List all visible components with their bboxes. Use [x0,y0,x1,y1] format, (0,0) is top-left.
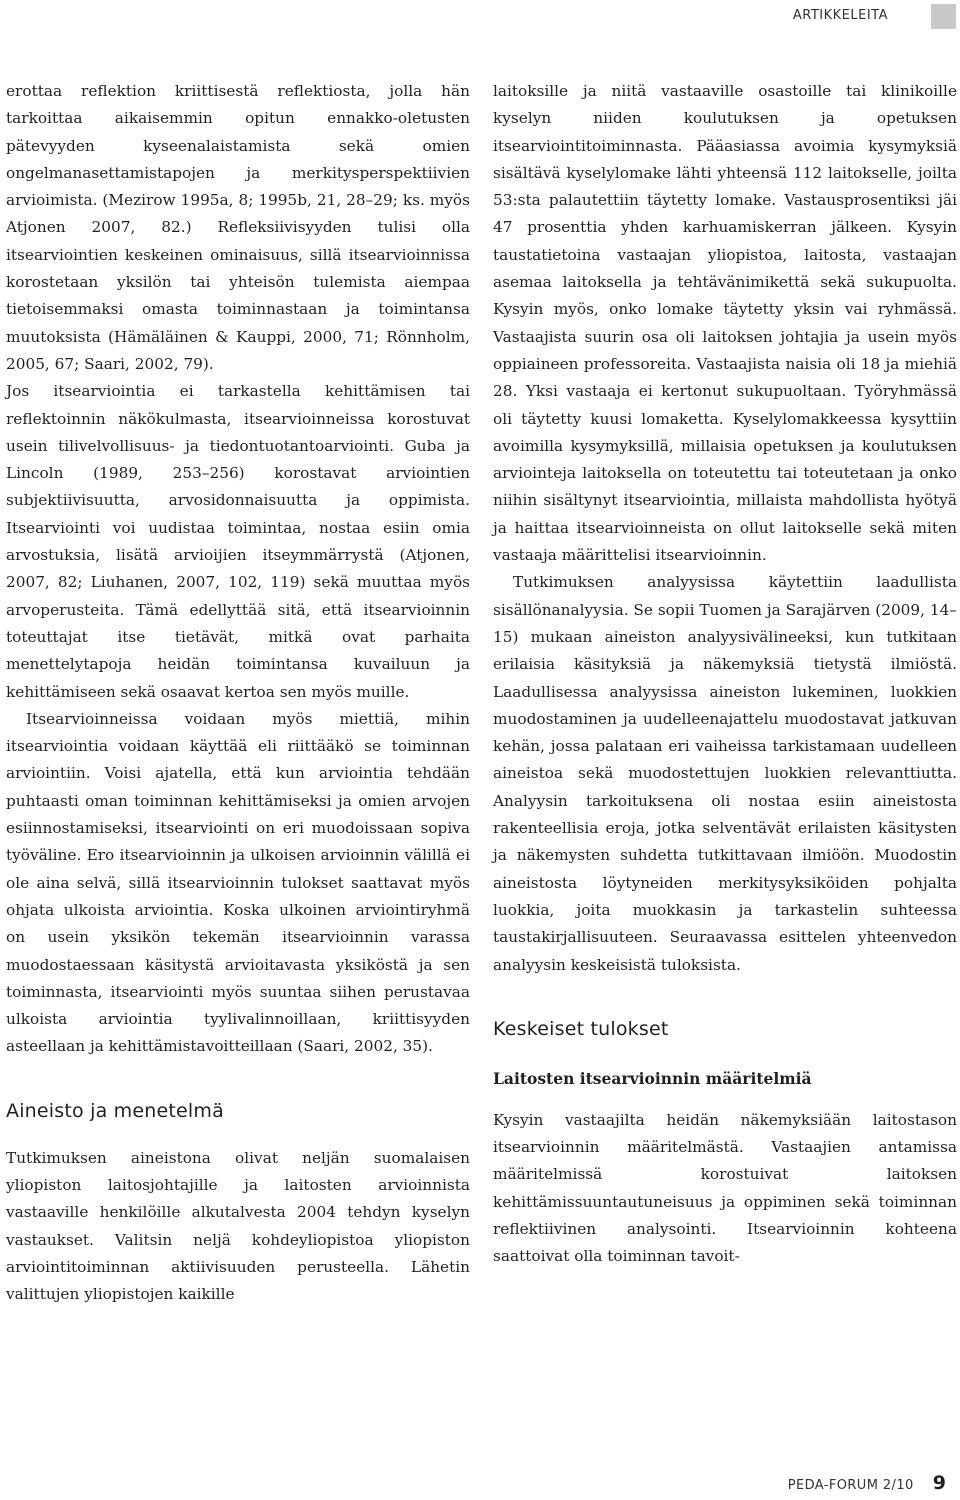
section-marker [931,4,956,29]
section-heading: Aineisto ja menetelmä [6,1099,224,1122]
section-label: ARTIKKELEITA [792,8,888,23]
paragraph: Jos itsearviointia ei tarkastella kehittämisen tai reflektoinnin näkökulmasta, itsearvioinneissa korostuvat usein tilivelvollisuus- ja tiedontuotantoarviointi. Guba ja Lincoln (1989, 253–256) korostavat arviointien subjektiivisuutta, arvosidonnaisuutta ja oppimista. Itsearviointi voi uudistaa toimintaa, nostaa esiin omia arvostuksia, lisätä arvioijien itseymmärrystä (Atjonen, 2007, 82; Liuhanen, 2007, 102, 119) sekä muuttaa myös arvoperusteita. Tämä edellyttää sitä, että itsearvioinnin toteuttajat itse tietävät, mitkä ovat parhaita menettelytapoja heidän toimintansa kuvailuun ja kehittämiseen sekä osaavat kertoa sen myös muille. [6,382,470,701]
page-footer [788,1472,946,1494]
paragraph: Itsearvioinneissa voidaan myös miettiä, mihin itsearviointia voidaan käyttää eli riittääkö se toiminnan arviointiin. Voisi ajatella, että kun arviointia tehdään puhtaasti oman toiminnan kehittämiseksi ja omien arvojen esiinnostamiseksi, itsearviointi on eri muodoissaan sopiva työväline. Ero itsearvioinnin ja ulkoisen arvioinnin välillä ei ole aina selvä, sillä itsearvioinnin tulokset saattavat myös ohjata ulkoista arviointia. Koska ulkoinen arviointiryhmä on usein yksikön tekemän itsearvioinnin varassa muodostaessaan käsitystä arvioitavasta yksiköstä ja sen toiminnasta, itsearviointi myös suuntaa siihen perustavaa ulkoista arviointia tyylivalinnoillaan, kriittisyyden asteellaan ja kehittämistavoitteillaan (Saari, 2002, 35). [6,709,470,1056]
page-number: 9 [932,1472,946,1494]
paragraph: Kysyin vastaajilta heidän näkemyksiään laitostason itsearvioinnin määritelmästä. Vastaajien antamissa määritelmissä korostuivat laitoksen kehittämissuuntautuneisuus ja oppiminen sekä toiminnan reflektiivinen analysointi. Itsearvioinnin kohteena saattoivat olla toiminnan tavoit- [493,1110,957,1266]
left-column [6,78,470,1308]
paragraph: Tutkimuksen analyysissa käytettiin laadullista sisällönanalyysia. Se sopii Tuomen ja Sarajärven (2009, 14–15) mukaan aineiston analyysivälineeksi, kun tutkitaan erilaisia käsityksiä ja näkemyksiä tietystä ilmiöstä. Laadullisessa analyysissa aineiston lukeminen, luokkien muodostaminen ja uudelleenajattelu muodostavat jatkuvan kehän, jossa palataan eri vaiheissa tarkistamaan uudelleen aineistoa sekä muodostettujen luokkien relevanttiutta. Analyysin tarkoituksena oli nostaa esiin aineistosta rakenteellisia eroja, jotka selventävät erilaisten käsitysten ja näkemysten suhdetta tutkittavaan ilmiöön. Muodostin aineistosta löytyneiden merkitysyksiköiden pohjalta luokkia, joita muokkasin ja tarkastelin suhteessa taustakirjallisuuteen. Seuraavassa esittelen yhteenvedon analyysin keskeisistä tuloksista. [493,573,957,974]
right-column [493,78,957,1271]
paragraph: laitoksille ja niitä vastaaville osastoille tai klinikoille kyselyn niiden koulutuksen ja opetuksen itsearviointitoiminnasta. Pääasiassa avoimia kysymyksiä sisältävä kyselylomake lähti yhteensä 112 laitokselle, joilta 53:sta palautettiin täytetty lomake. Vastausprosentiksi jäi 47 prosenttia yhden karhuamiskerran jälkeen. Kysyin taustatietoina vastaajan yliopistoa, laitosta, vastaajan asemaa laitoksella ja tehtävänimikettä sekä sukupuolta. Kysyin myös, onko lomake täytetty yksin vai ryhmässä. Vastaajista suurin osa oli laitoksen johtajia ja usein myös oppiaineen professoreita. Vastaajista naisia oli 18 ja miehiä 28. Yksi vastaaja ei kertonut sukupuoltaan. Työryhmässä oli täytetty kuusi lomaketta. Kyselylomakkeessa kysyttiin avoimilla kysymyksillä, millaisia opetuksen ja koulutuksen arviointeja laitoksella on toteutettu tai toteutetaan ja onko niihin sisältynyt itsearviointia, millaista mahdollista hyötyä ja haittaa itsearvioinneista on ollut laitokselle sekä miten vastaaja määrittelisi itsearvioinnin. [493,82,957,565]
section-heading: Keskeiset tulokset [493,1017,669,1040]
journal-name: PEDA-FORUM 2/10 [787,1478,914,1493]
paragraph: Tutkimuksen aineistona olivat neljän suomalaisen yliopiston laitosjohtajille ja laitosten arvioinnista vastaaville henkilöille alkutalvesta 2004 tehdyn kyselyn vastaukset. Valitsin neljä kohdeyliopistoa yliopiston arviointitoiminnan aktiivisuuden perusteella. Lähetin valittujen yliopistojen kaikille [6,1148,470,1304]
subsection-heading: Laitosten itsearvioinnin määritelmiä [493,1068,812,1088]
paragraph: erottaa reflektion kriittisestä reflektiosta, jolla hän tarkoittaa aikaisemmin opitun ennakko-oletusten pätevyyden kyseenalaistamista sekä omien ongelmanasettamistapojen ja merkitysperspektiivien arvioimista. (Mezirow 1995a, 8; 1995b, 21, 28–29; ks. myös Atjonen 2007, 82.) Refleksiivisyyden tulisi olla itsearviointien keskeinen ominaisuus, sillä itsearvioinnissa korostetaan yksilön tai yhteisön tulemista aiempaa tietoisemmaksi omasta toiminnastaan ja toimintansa muutoksista (Hämäläinen & Kauppi, 2000, 71; Rönnholm, 2005, 67; Saari, 2002, 79). [6,82,470,373]
